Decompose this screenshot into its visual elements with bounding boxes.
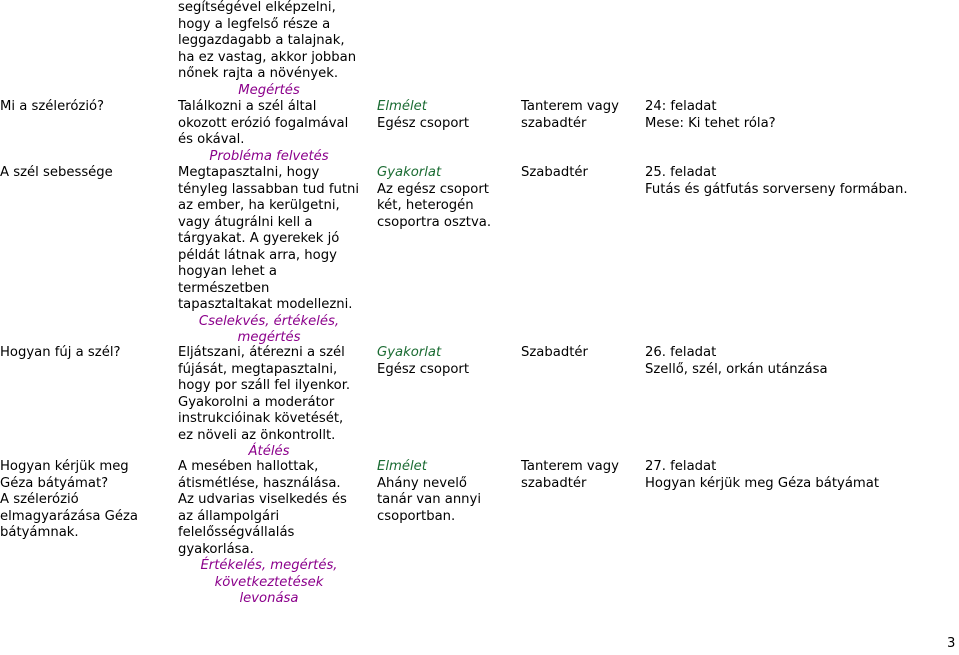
task-cell <box>645 459 879 492</box>
content-line: leggazdagabb a talajnak, <box>178 33 345 48</box>
content-line: hogyan lehet a <box>178 264 277 279</box>
method-heading: Elmélet <box>377 99 427 114</box>
task-cell <box>645 165 908 198</box>
topic-cell <box>0 459 138 542</box>
content-line: hogy a legfelső része a <box>178 16 331 32</box>
content-line: tényleg lassabban tud futni <box>178 181 360 197</box>
task-title: Futás és gátfutás sorverseny formában. <box>645 181 908 197</box>
task-cell <box>645 345 828 378</box>
method-cell <box>377 345 469 378</box>
location-cell <box>521 99 619 132</box>
task-number: 25. feladat <box>645 165 717 180</box>
content-line: fújását, megtapasztalni, <box>178 361 338 377</box>
content-line: segítségével elképzelni, <box>178 0 336 15</box>
stage-heading: megértés <box>237 330 301 345</box>
method-line: Az egész csoport <box>377 181 489 197</box>
task-number: 24: feladat <box>645 99 717 114</box>
content-line: vagy átugrálni kell a <box>178 214 313 230</box>
method-line: Egész csoport <box>377 115 470 131</box>
content-line: az ember, ha kerülgetni, <box>178 198 340 213</box>
task-cell <box>645 99 776 132</box>
content-line: Találkozni a szél által <box>178 99 317 114</box>
location-line: szabadtér <box>521 115 587 131</box>
topic-line: Géza bátyámat? <box>0 475 109 491</box>
content-cell <box>178 0 360 99</box>
content-line: ez növeli az önkontrollt. <box>178 427 336 443</box>
location-line: szabadtér <box>521 475 587 491</box>
content-line: gyakorlása. <box>178 541 254 557</box>
content-line: tárgyakat. A gyerekek jó <box>178 231 340 246</box>
stage-heading: Probléma felvetés <box>209 148 329 164</box>
location-line: Tanterem vagy <box>521 99 619 114</box>
method-cell <box>377 165 491 231</box>
method-heading: Elmélet <box>377 459 427 474</box>
content-line: okozott erózió fogalmával <box>178 115 349 131</box>
location-line: Tanterem vagy <box>521 459 619 474</box>
stage-heading: Átélés <box>248 444 290 459</box>
location-cell <box>521 345 588 362</box>
method-heading: Gyakorlat <box>377 345 442 360</box>
content-line: Eljátszani, átérezni a szél <box>178 345 345 360</box>
topic-cell <box>0 99 104 116</box>
content-line: az állampolgári <box>178 508 280 524</box>
method-line: csoportban. <box>377 508 456 524</box>
page-number: 3 <box>947 636 956 651</box>
content-line: példát látnak arra, hogy <box>178 247 337 263</box>
location-line: Szabadtér <box>521 345 588 360</box>
content-line: Gyakorolni a moderátor <box>178 394 335 410</box>
task-title: Mese: Ki tehet róla? <box>645 115 776 131</box>
content-line: és okával. <box>178 132 245 147</box>
location-cell <box>521 165 588 182</box>
content-cell <box>178 345 360 461</box>
content-line: felelősségvállalás <box>178 525 295 540</box>
task-title: Hogyan kérjük meg Géza bátyámat <box>645 475 880 491</box>
content-line: átismétlése, használása. <box>178 475 341 491</box>
topic-line: Hogyan fúj a szél? <box>0 345 121 360</box>
content-line: hogy por száll fel ilyenkor. <box>178 378 351 393</box>
content-line: A mesében hallottak, <box>178 459 319 474</box>
task-number: 26. feladat <box>645 345 717 360</box>
method-line: tanár van annyi <box>377 492 482 507</box>
task-number: 27. feladat <box>645 459 717 474</box>
task-title: Szellő, szél, orkán utánzása <box>645 361 828 377</box>
method-line: Egész csoport <box>377 361 470 377</box>
location-line: Szabadtér <box>521 165 588 180</box>
content-cell <box>178 99 360 165</box>
topic-cell <box>0 165 113 182</box>
topic-cell <box>0 345 121 362</box>
stage-heading: Megértés <box>238 82 300 98</box>
content-line: Megtapasztalni, hogy <box>178 165 320 180</box>
method-line: Ahány nevelő <box>377 475 467 491</box>
method-heading: Gyakorlat <box>377 165 442 180</box>
topic-line: A szél sebessége <box>0 165 113 180</box>
topic-line: A szélerózió <box>0 492 79 507</box>
content-cell <box>178 165 360 347</box>
stage-heading: következtetések <box>214 574 324 590</box>
content-line: ha ez vastag, akkor jobban <box>178 49 357 65</box>
method-cell <box>377 459 481 525</box>
location-cell <box>521 459 619 492</box>
content-line: nőnek rajta a növények. <box>178 66 339 81</box>
content-cell <box>178 459 360 608</box>
method-line: két, heterogén <box>377 198 474 213</box>
topic-line: Mi a szélerózió? <box>0 99 105 114</box>
content-line: instrukcióinak követését, <box>178 411 344 426</box>
topic-line: Hogyan kérjük meg <box>0 459 129 474</box>
topic-line: bátyámnak. <box>0 525 79 540</box>
stage-heading: Cselekvés, értékelés, <box>198 313 340 329</box>
stage-heading: levonása <box>239 591 299 606</box>
stage-heading: Értékelés, megértés, <box>200 558 338 573</box>
content-line: tapasztaltakat modellezni. <box>178 297 353 312</box>
method-cell <box>377 99 469 132</box>
content-line: Az udvarias viselkedés és <box>178 492 347 507</box>
topic-line: elmagyarázása Géza <box>0 508 138 524</box>
content-line: természetben <box>178 280 270 296</box>
method-line: csoportra osztva. <box>377 214 492 230</box>
